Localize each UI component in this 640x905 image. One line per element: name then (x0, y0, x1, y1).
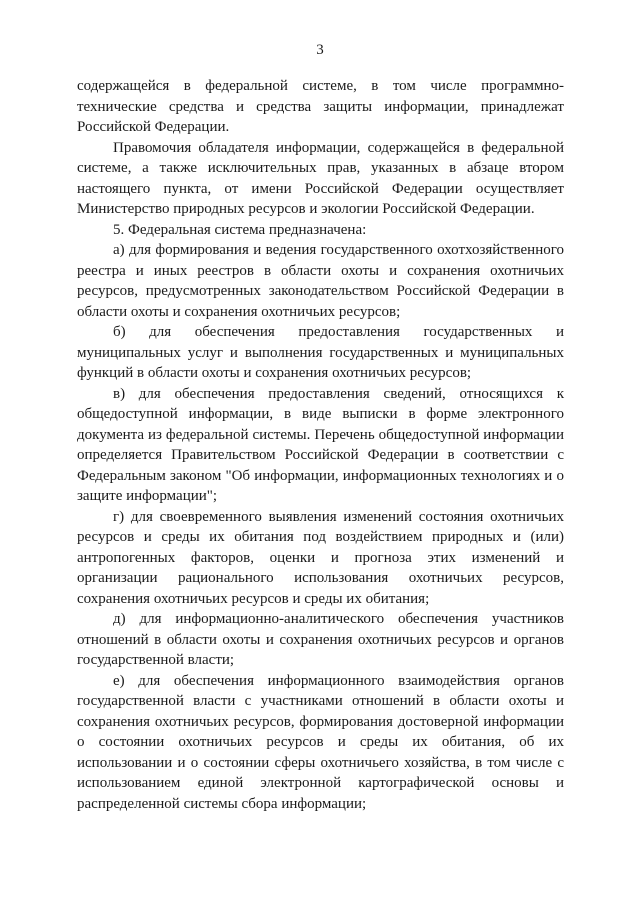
paragraph-item-d: д) для информационно-аналитического обеспечения участников отношений в области охоты и сохранения охотничьих ресурсов и органов государственной власти; (77, 611, 564, 668)
paragraph-rights-holder: Правомочия обладателя информации, содержащейся в федеральной системе, а также исключительных прав, указанных в абзаце втором настоящего пункта, от имени Российской Федерации осуществляет Министерство природных ресурсов и экологии Российской Федерации. (77, 139, 564, 217)
paragraph-item-v: в) для обеспечения предоставления сведений, относящихся к общедоступной информации, в виде выписки в форме электронного документа из федеральной системы. Перечень общедоступной информации определяется Правительством Российской Федерации в соответствии с Федеральным законом "Об информации, информационных технологиях и о защите информации"; (77, 385, 564, 504)
paragraph-item-e: е) для обеспечения информационного взаимодействия органов государственной власти с участниками отношений в области охоты и сохранения охотничьих ресурсов, формирования достоверной информации о состоянии охотничьих ресурсов и среды их обитания, об их использовании и о состоянии сферы охотничьего хозяйства, в том числе с использованием единой электронной картографической основы и распределенной системы сбора информации; (77, 672, 564, 812)
paragraph-item-g: г) для своевременного выявления изменений состояния охотничьих ресурсов и среды их обитания под воздействием природных и (или) антропогенных факторов, оценки и прогноза этих изменений и организации рационального использования охотничьих ресурсов, сохранения охотничьих ресурсов и среды их обитания; (77, 508, 564, 607)
paragraph-item-b: б) для обеспечения предоставления государственных и муниципальных услуг и выполнения государственных и муниципальных функций в области охоты и сохранения охотничьих ресурсов; (77, 324, 564, 381)
paragraph-continuation: содержащейся в федеральной системе, в том числе программно-технические средства и средства защиты информации, принадлежат Российской Федерации. (77, 78, 564, 135)
paragraph-purpose-heading: 5. Федеральная система предназначена: (113, 221, 367, 238)
paragraph-item-a: а) для формирования и ведения государственного охотхозяйственного реестра и иных реестров в области охоты и сохранения охотничьих ресурсов, предусмотренных законодательством Российской Федерации в области охоты и сохранения охотничьих ресурсов; (77, 242, 564, 320)
page-number: 3 (316, 42, 324, 58)
document-body (77, 76, 564, 814)
